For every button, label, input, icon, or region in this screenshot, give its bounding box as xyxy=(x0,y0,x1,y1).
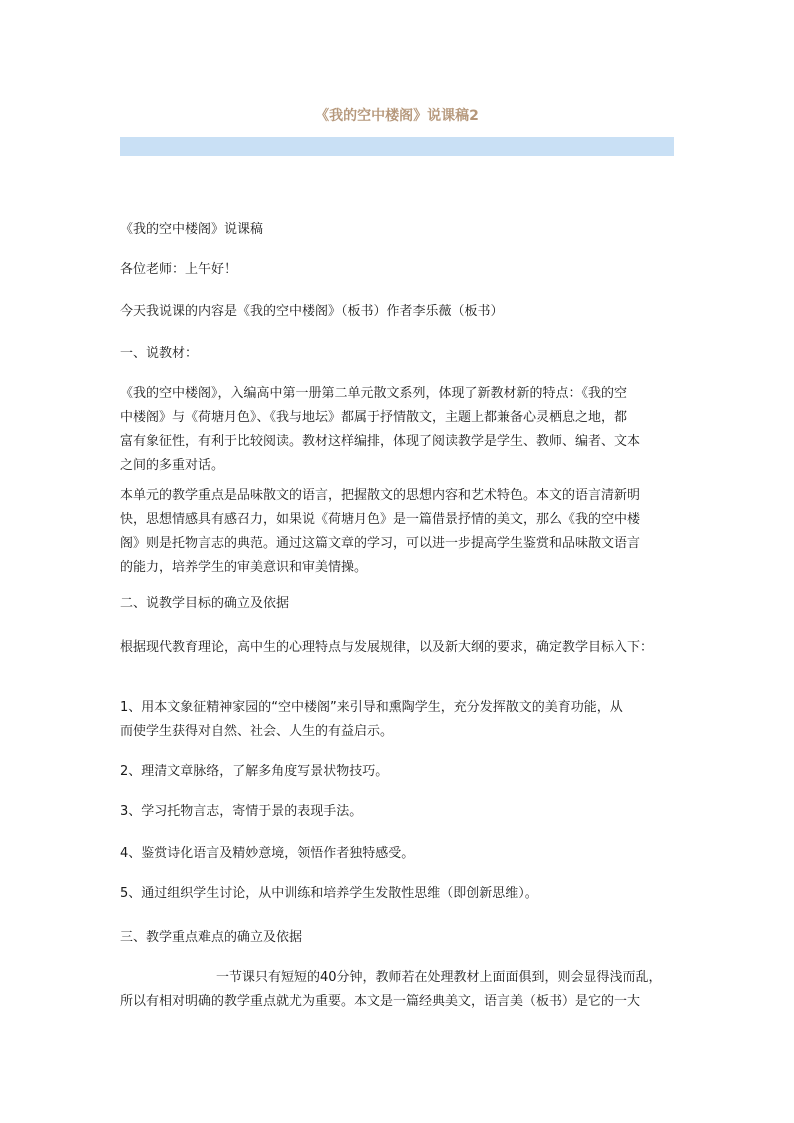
goal-3: 3、学习托物言志，寄情于景的表现手法。 xyxy=(120,804,363,819)
title-divider-bar xyxy=(120,137,674,156)
document-title: 《我的空中楼阁》说课稿2 xyxy=(315,108,479,124)
section-2-paragraph: 根据现代教育理论，高中生的心理特点与发展规律，以及新大纲的要求，确定教学目标入下： xyxy=(120,640,654,655)
goal-4: 4、鉴赏诗化语言及精妙意境，领悟作者独特感受。 xyxy=(120,846,415,861)
section-1-title: 一、说教材： xyxy=(120,346,199,361)
section-1-paragraph-2: 本单元的教学重点是品味散文的语言，把握散文的思想内容和艺术特色。本文的语言清新明 快，思想情感具有感召力，如果说《荷塘月色》是一篇借景抒情的美文，那么《我的空中楼 阁》则是托物言志的典范。通过这篇文章的学习，可以进一步提高学生鉴赏和品味散文语言 的能力，培养学生的审美意识和审美情操。 xyxy=(120,488,641,575)
goal-5: 5、通过组织学生讨论，从中训练和培养学生发散性思维（即创新思维）。 xyxy=(120,886,538,901)
intro-paragraph: 今天我说课的内容是《我的空中楼阁》（板书）作者李乐薇（板书） xyxy=(120,304,504,319)
heading: 《我的空中楼阁》说课稿 xyxy=(120,222,264,237)
section-3-paragraph: 一节课只有短短的40分钟，教师若在处理教材上面面俱到，则会显得浅而乱， 所以有相对明确的教学重点就尤为重要。本文是一篇经典美文，语言美（板书）是它的一大 xyxy=(120,970,662,1009)
goal-2: 2、理清文章脉络，了解多角度写景状物技巧。 xyxy=(120,764,389,779)
section-1-paragraph-1: 《我的空中楼阁》，入编高中第一册第二单元散文系列，体现了新教材新的特点：《我的空 中楼阁》与《荷塘月色》、《我与地坛》都属于抒情散文，主题上都兼备心灵栖息之地，都 富有象征性，有利于比较阅读。教材这样编排，体现了阅读教学是学生、教师、编者、文本 之间的多重对话。 xyxy=(120,386,641,473)
section-3-title: 三、教学重点难点的确立及依据 xyxy=(120,930,303,945)
goal-1: 1、用本文象征精神家园的“空中楼阁”来引导和熏陶学生，充分发挥散文的美育功能，从 而使学生获得对自然、社会、人生的有益启示。 xyxy=(120,700,623,739)
greeting: 各位老师：上午好！ xyxy=(120,262,238,277)
section-2-title: 二、说教学目标的确立及依据 xyxy=(120,596,290,611)
